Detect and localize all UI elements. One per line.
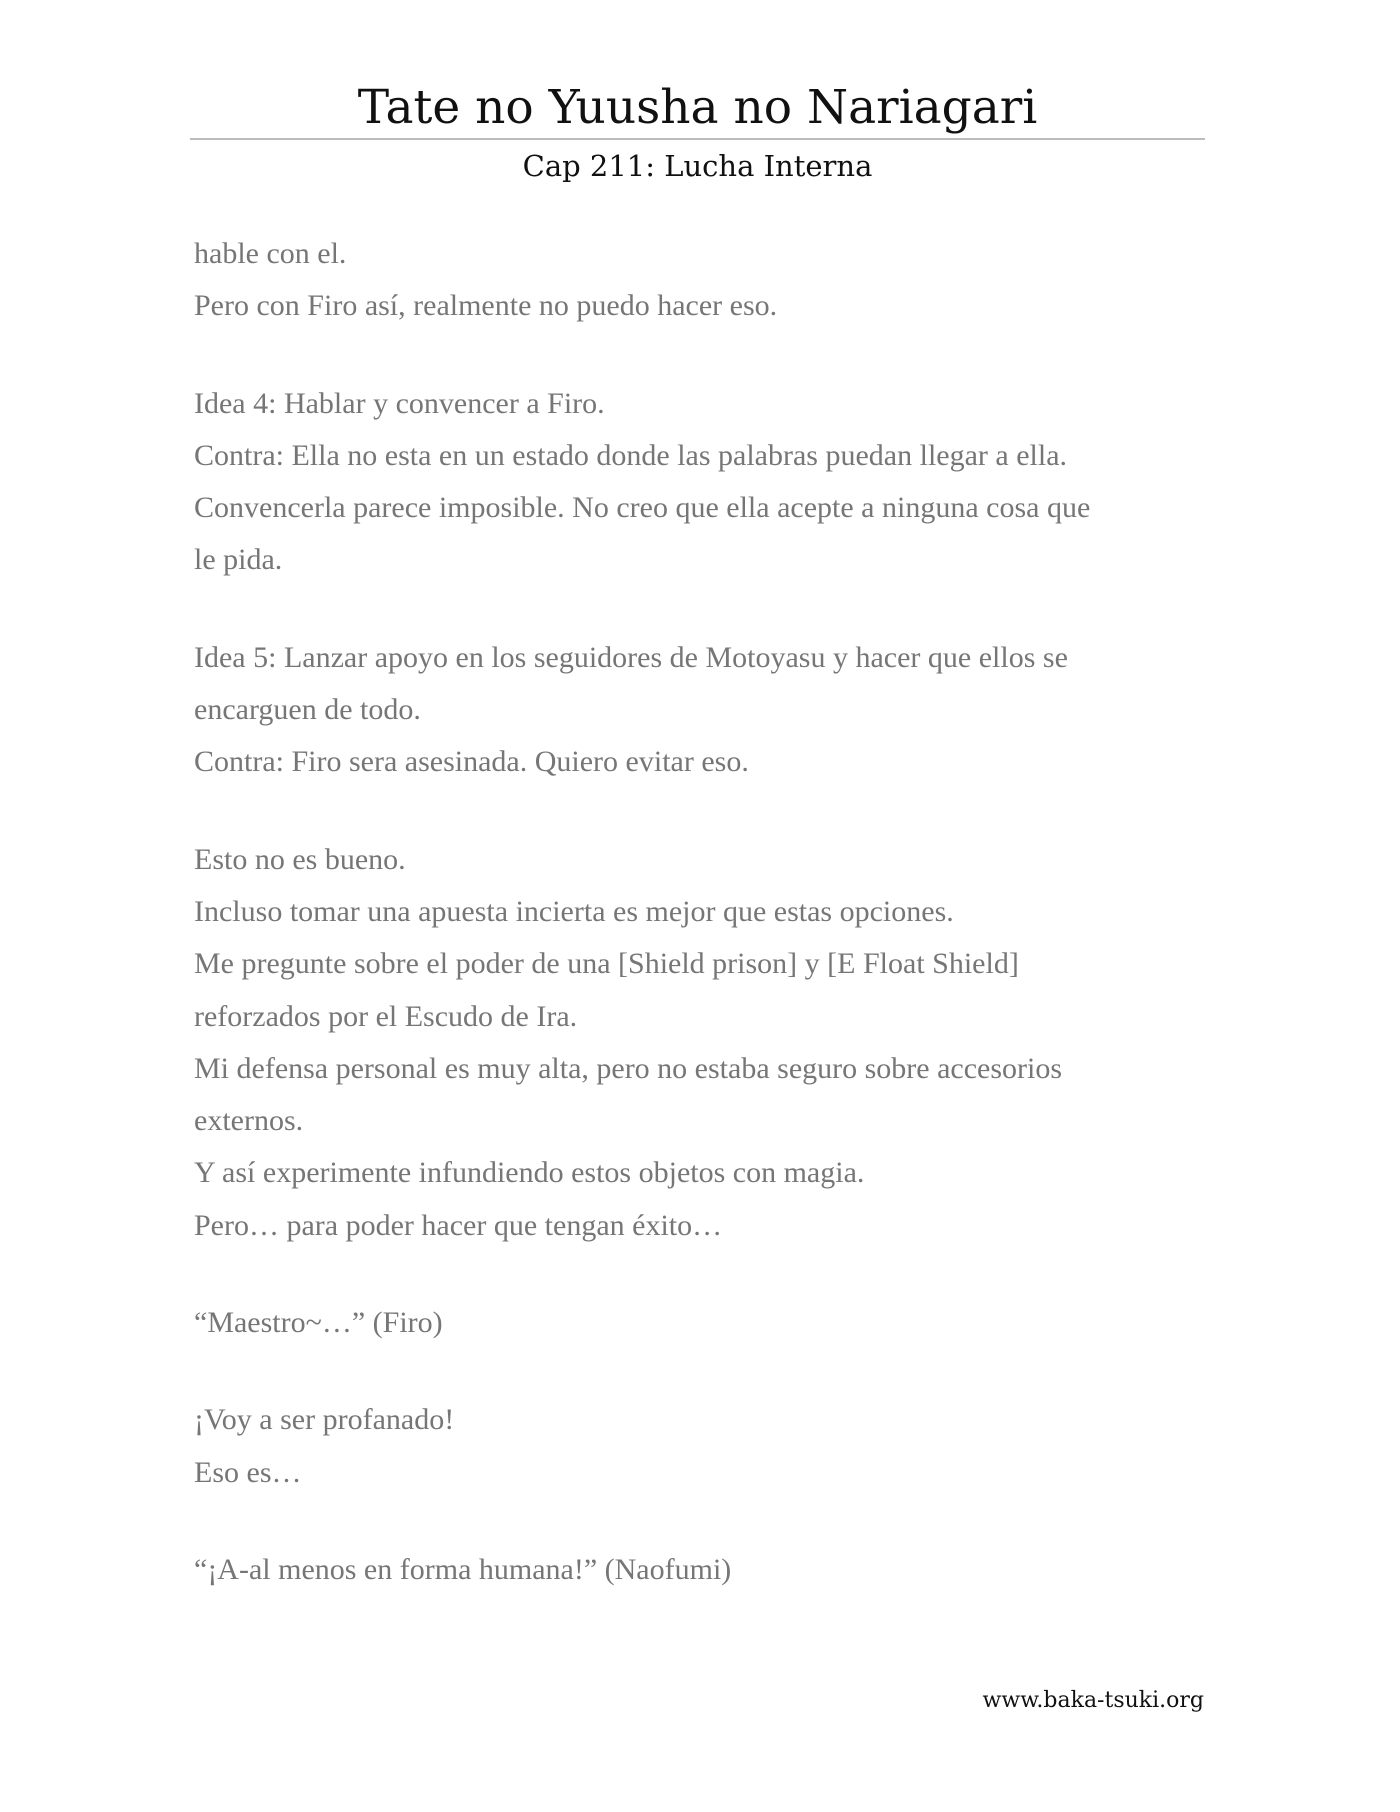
body-line: Convencerla parece imposible. No creo que ella acepte a ninguna cosa que [194, 491, 1091, 525]
body-line: Eso es… [194, 1455, 302, 1489]
body-line: Contra: Firo sera asesinada. Quiero evitar eso. [194, 745, 749, 779]
page-header [190, 78, 1205, 188]
chapter-subtitle: Cap 211: Lucha Interna [522, 149, 873, 183]
body-line: Idea 5: Lanzar apoyo en los seguidores de Motoyasu y hacer que ellos se [194, 640, 1068, 674]
body-line: “¡A-al menos en forma humana!” (Naofumi) [194, 1552, 732, 1586]
body-line: encarguen de todo. [194, 693, 421, 727]
body-line: le pida. [194, 543, 283, 577]
paragraph-gap [194, 333, 1214, 378]
book-title: Tate no Yuusha no Nariagari [357, 80, 1038, 135]
body-line: Contra: Ella no esta en un estado donde las palabras puedan llegar a ella. [194, 438, 1068, 472]
header-rule [190, 138, 1205, 140]
paragraph-gap [194, 587, 1214, 632]
chapter-body [194, 228, 1214, 1596]
paragraph-gap [194, 789, 1214, 834]
footer-url: www.baka-tsuki.org [982, 1688, 1204, 1713]
paragraph-gap [194, 1349, 1214, 1394]
paragraph-gap [194, 1499, 1214, 1544]
body-line: Esto no es bueno. [194, 842, 406, 876]
body-line: Pero… para poder hacer que tengan éxito… [194, 1208, 723, 1242]
paragraph-gap [194, 1252, 1214, 1297]
body-line: Me pregunte sobre el poder de una [Shield prison] y [E Float Shield] [194, 947, 1019, 981]
body-line: Mi defensa personal es muy alta, pero no estaba seguro sobre accesorios [194, 1051, 1063, 1085]
body-line: Y así experimente infundiendo estos objetos con magia. [194, 1156, 865, 1190]
body-line: externos. [194, 1104, 304, 1138]
body-line: reforzados por el Escudo de Ira. [194, 999, 578, 1033]
body-line: Pero con Firo así, realmente no puedo hacer eso. [194, 289, 778, 323]
body-line: Idea 4: Hablar y convencer a Firo. [194, 386, 605, 420]
body-line: hable con el. [194, 237, 347, 270]
body-line: Incluso tomar una apuesta incierta es mejor que estas opciones. [194, 894, 954, 928]
body-line: ¡Voy a ser profanado! [194, 1403, 455, 1437]
body-line: “Maestro~…” (Firo) [194, 1306, 443, 1340]
